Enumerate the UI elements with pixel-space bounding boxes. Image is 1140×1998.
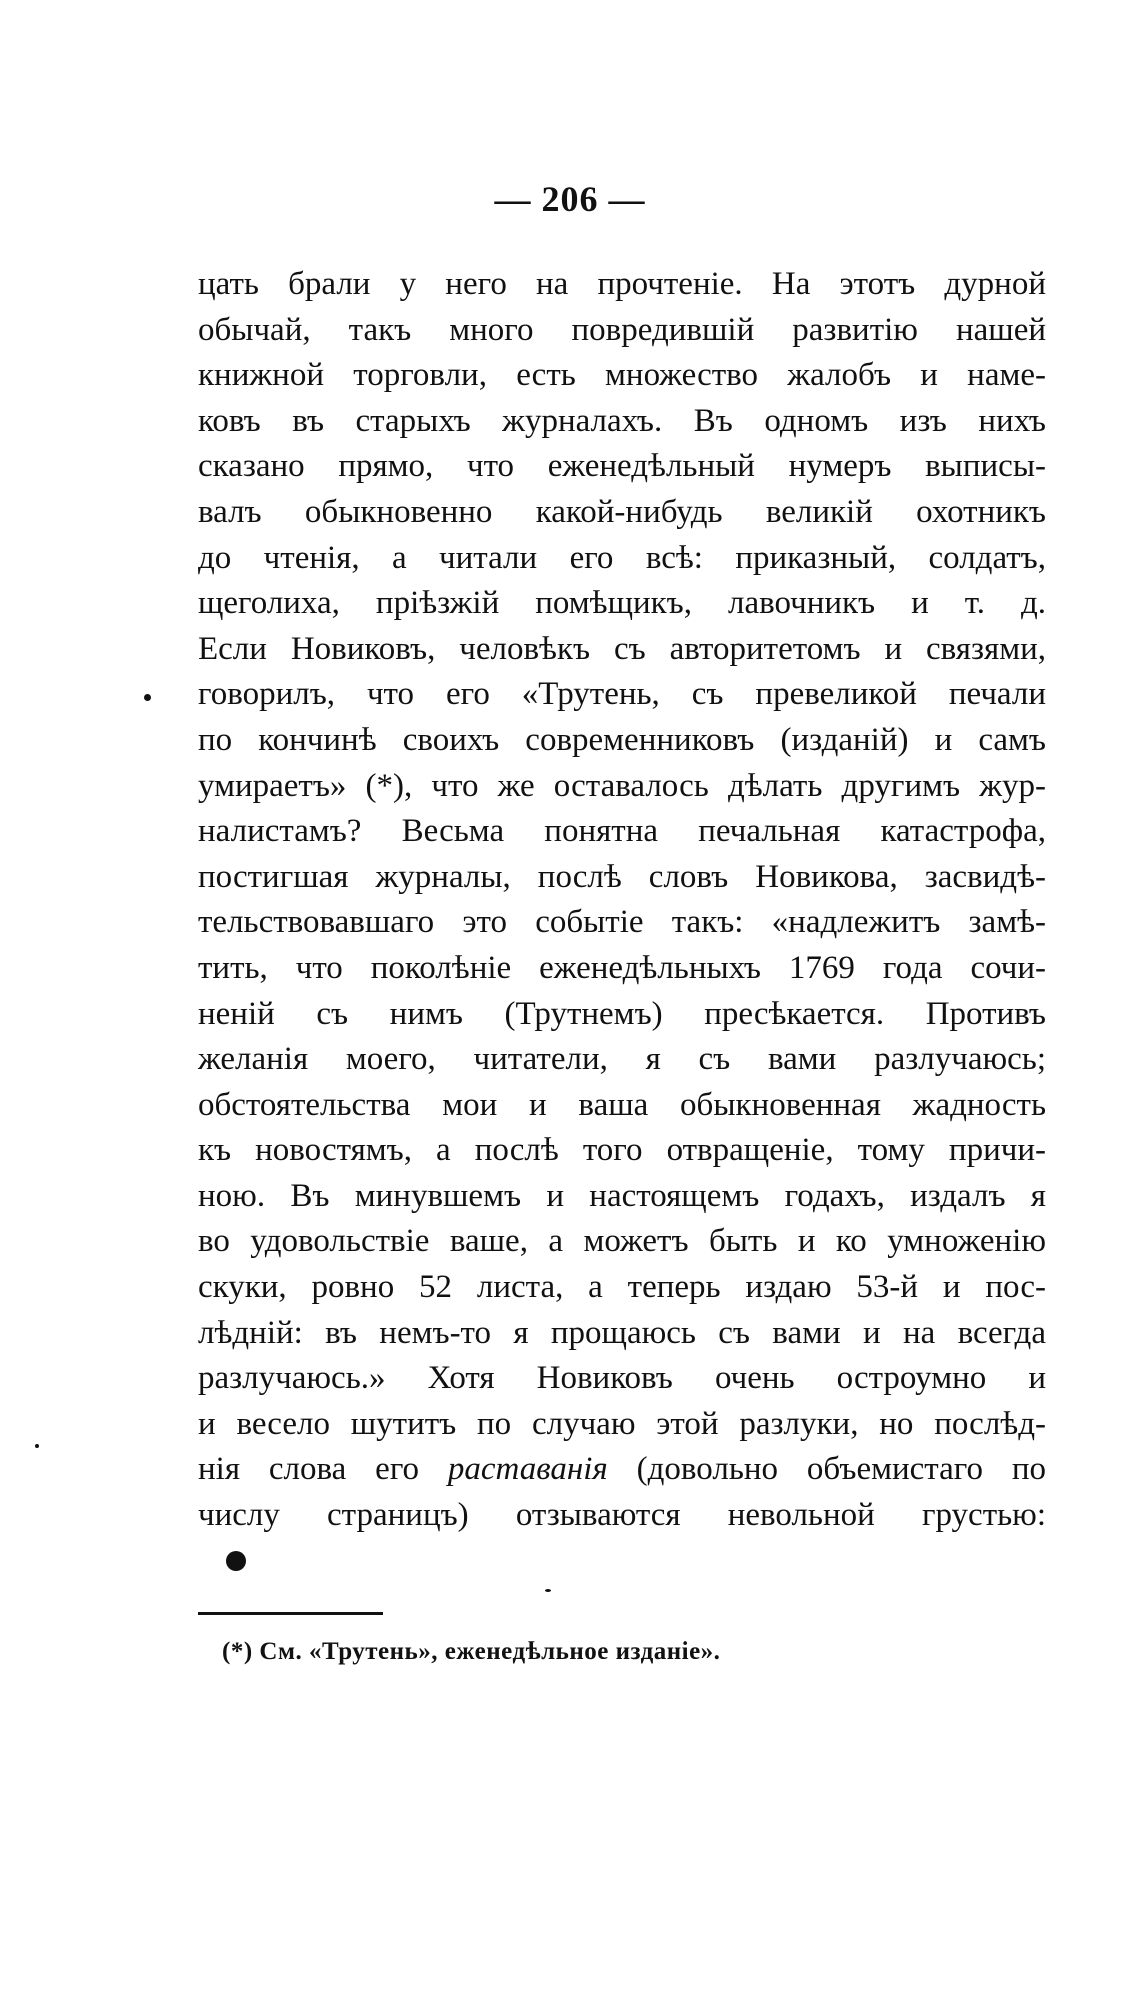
text-line: обычай, такъ много повредившій развитію нашей bbox=[198, 311, 1046, 348]
text-line: щеголиха, пріѣзжій помѣщикъ, лавочникъ и т. д. bbox=[198, 585, 1046, 622]
text-line: умираетъ» (*), что же оставалось дѣлать другимъ жур- bbox=[198, 767, 1046, 804]
text-line-with-italic bbox=[198, 1447, 1046, 1493]
text-line: неній съ нимъ (Трутнемъ) пресѣкается. Противъ bbox=[198, 995, 1046, 1032]
text-line: разлучаюсь.» Хотя Новиковъ очень остроумно и bbox=[198, 1360, 1046, 1397]
text-line: скуки, ровно 52 листа, а теперь издаю 53-й и пос- bbox=[198, 1269, 1046, 1306]
text-line: книжной торговли, есть множество жалобъ и наме- bbox=[198, 357, 1046, 394]
italic-word: раставанія bbox=[447, 1451, 608, 1488]
text-line: къ новостямъ, а послѣ того отвращеніе, тому причи- bbox=[198, 1132, 1046, 1169]
text-line: тить, что поколѣніе еженедѣльныхъ 1769 года сочи- bbox=[198, 949, 1046, 986]
text-line: сказано прямо, что еженедѣльный нумеръ выписы- bbox=[198, 448, 1046, 485]
text-line: цать брали у него на прочтеніе. На этотъ дурной bbox=[198, 266, 1046, 302]
body-text bbox=[198, 262, 1046, 1539]
text-line: Если Новиковъ, человѣкъ съ авторитетомъ и связями, bbox=[198, 630, 1046, 667]
text-segment: (довольно объемистаго по bbox=[636, 1451, 1046, 1488]
text-line: тельствовавшаго это событіе такъ: «надлежитъ замѣ- bbox=[198, 904, 1046, 941]
text-line: говорилъ, что его «Трутень, съ превеликой печали bbox=[198, 676, 1046, 713]
text-line: и весело шутитъ по случаю этой разлуки, но послѣд- bbox=[198, 1405, 1046, 1442]
footnote-divider bbox=[198, 1612, 383, 1615]
text-line: желанія моего, читатели, я съ вами разлучаюсь; bbox=[198, 1041, 1046, 1078]
text-line: обстоятельства мои и ваша обыкновенная жадность bbox=[198, 1086, 1046, 1123]
text-line: ковъ въ старыхъ журналахъ. Въ одномъ изъ нихъ bbox=[198, 402, 1046, 439]
text-line: числу страницъ) отзываются невольной грустью: bbox=[198, 1497, 1046, 1534]
text-line: ною. Въ минувшемъ и настоящемъ годахъ, издалъ я bbox=[198, 1177, 1046, 1214]
text-line: во удовольствіе ваше, а можетъ быть и ко умноженію bbox=[198, 1223, 1046, 1260]
text-segment: нія слова его bbox=[198, 1451, 420, 1488]
text-line: налистамъ? Весьма понятна печальная катастрофа, bbox=[198, 813, 1046, 850]
ink-dot bbox=[226, 1551, 246, 1571]
ink-speck bbox=[545, 1589, 551, 1592]
text-line: по кончинѣ своихъ современниковъ (изданій) и самъ bbox=[198, 721, 1046, 758]
footnote: (*) См. «Трутень», еженедѣльное изданіе». bbox=[222, 1638, 721, 1665]
page-number: — 206 — bbox=[494, 179, 646, 219]
ink-speck bbox=[144, 694, 151, 701]
text-line: постигшая журналы, послѣ словъ Новикова, засвидѣ- bbox=[198, 858, 1046, 895]
text-line: лѣдній: въ немъ-то я прощаюсь съ вами и на всегда bbox=[198, 1314, 1046, 1351]
ink-speck bbox=[35, 1444, 39, 1448]
text-line: валъ обыкновенно какой-нибудь великій охотникъ bbox=[198, 493, 1046, 530]
text-line: до чтенія, а читали его всѣ: приказный, солдатъ, bbox=[198, 539, 1046, 576]
